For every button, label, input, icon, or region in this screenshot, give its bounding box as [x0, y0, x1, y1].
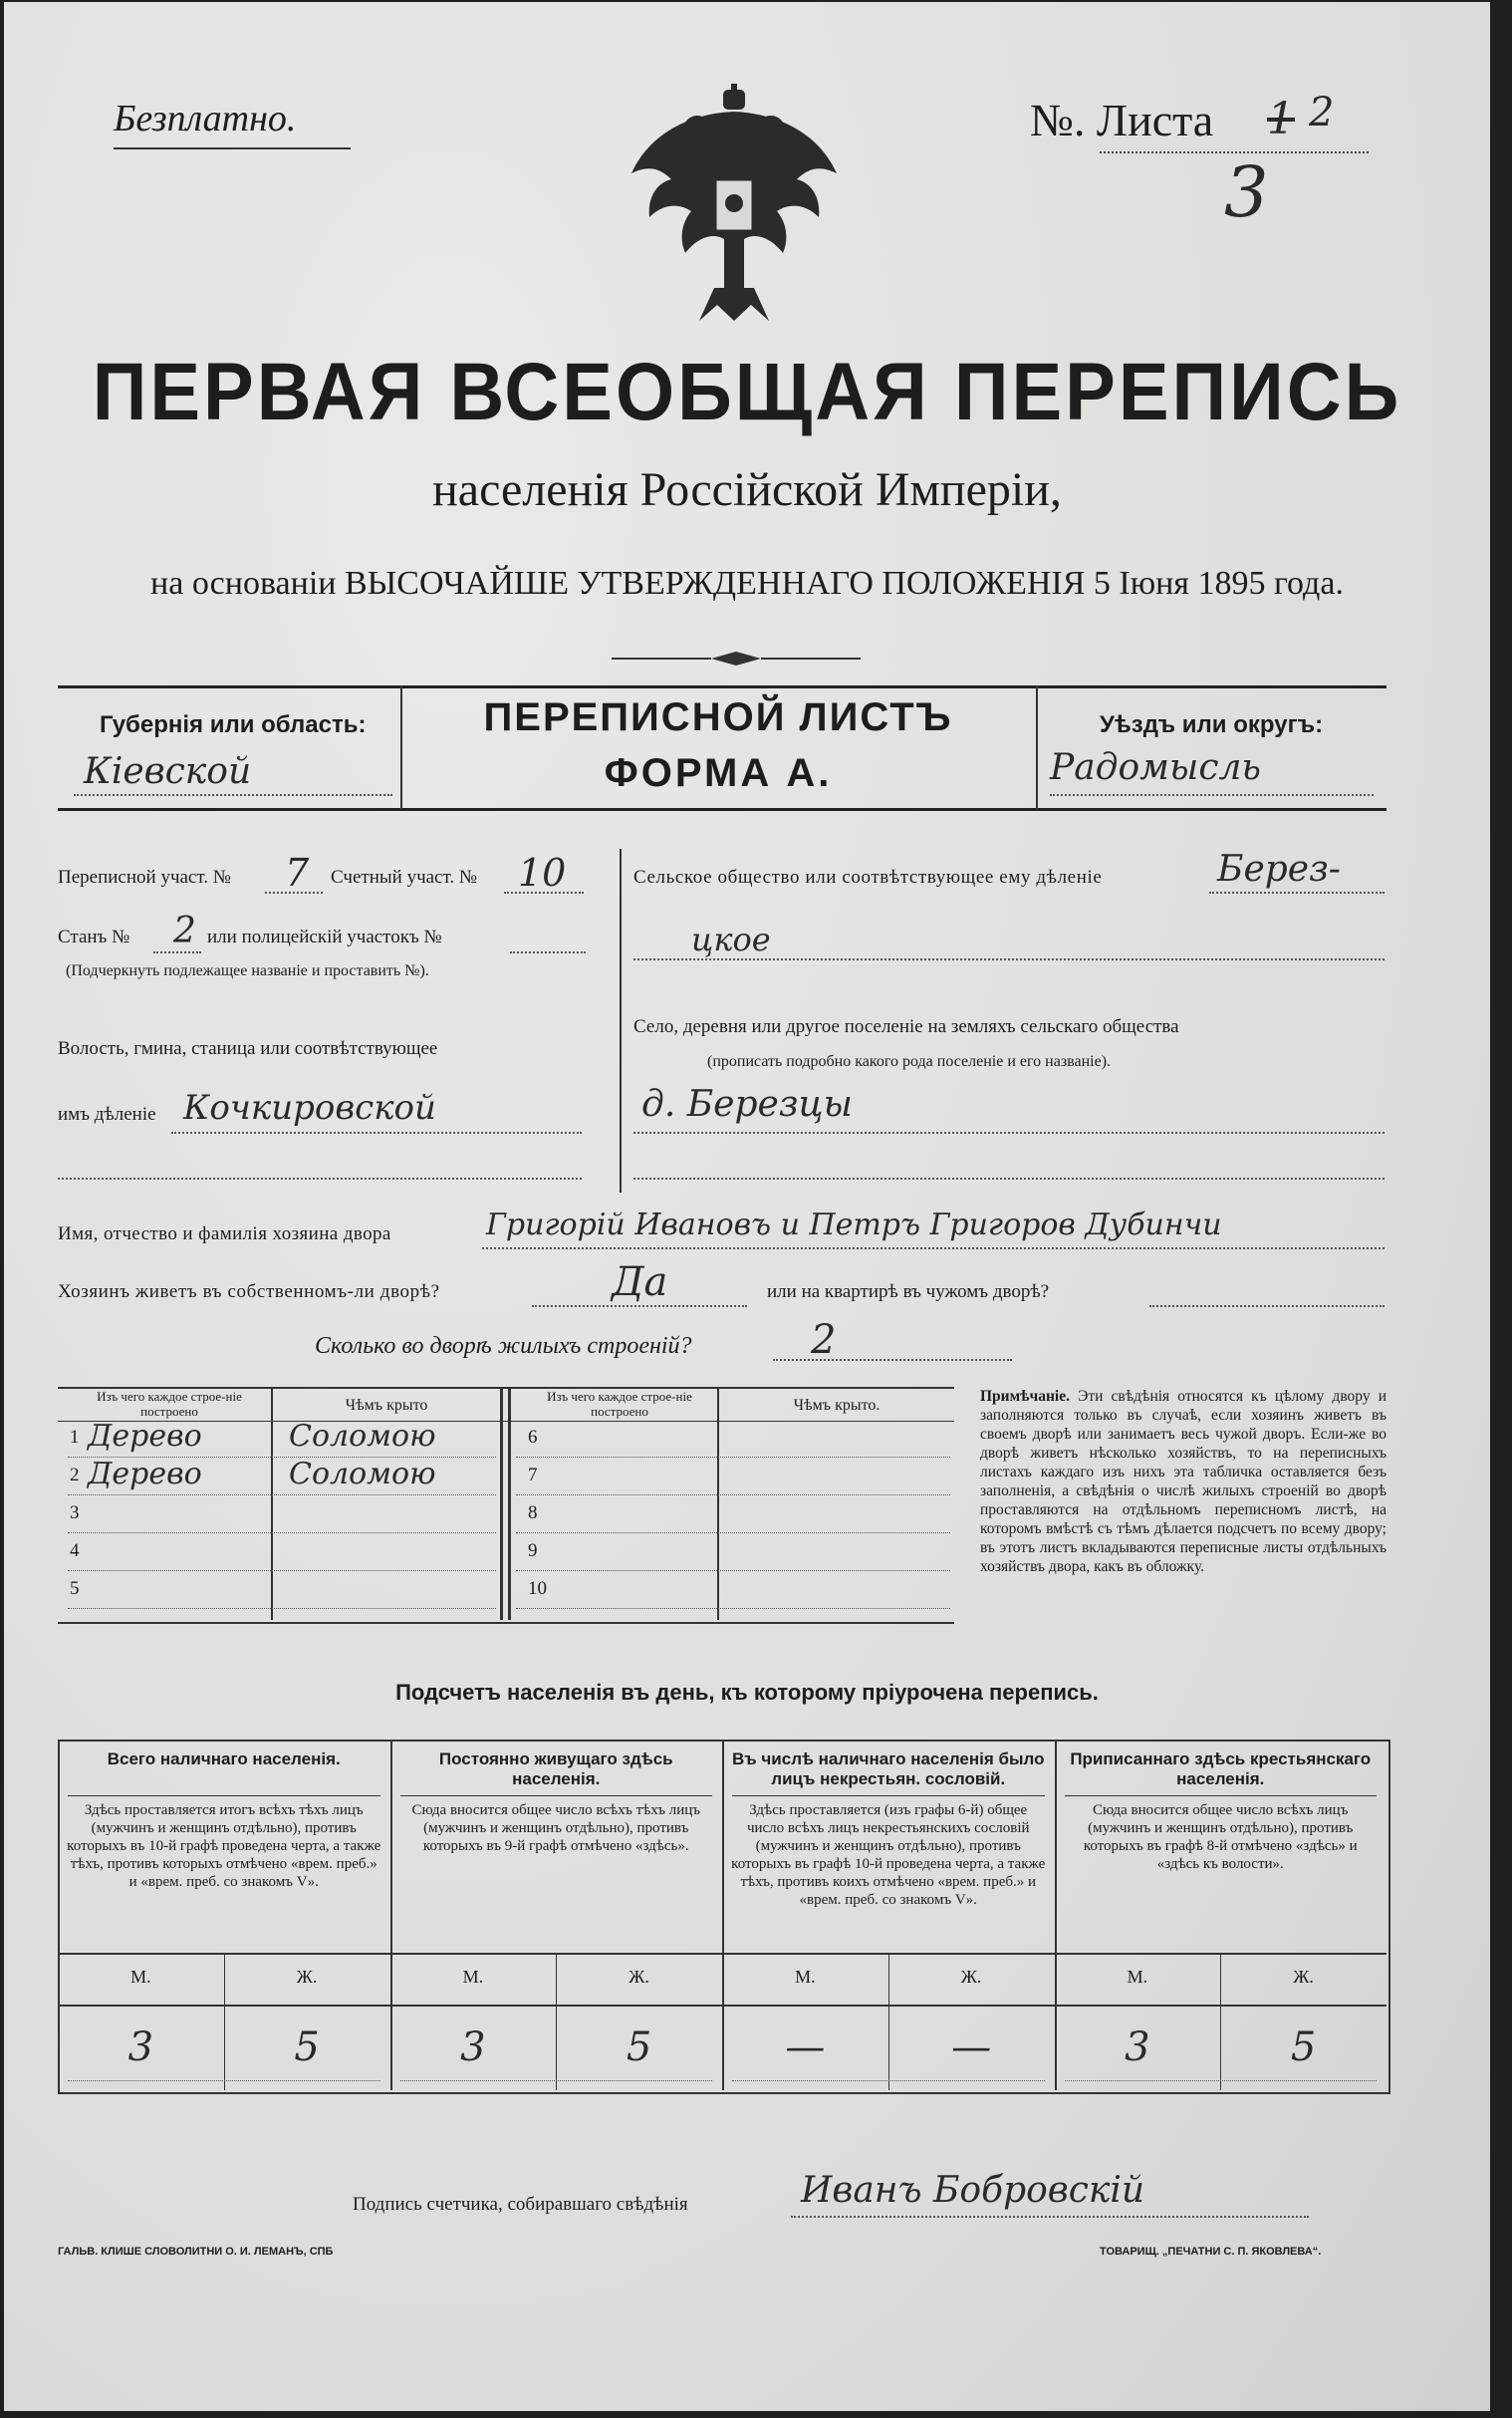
selskoe-label: Сельское общество или соотвѣтствующее ему дѣленіе: [633, 867, 1103, 888]
uezd-label: Уѣздъ или округъ:: [1100, 711, 1324, 738]
female-label: Ж.: [629, 1967, 649, 1987]
sheet-number-new: 3: [1224, 151, 1269, 233]
summary-col-head: Приписаннаго здѣсь крестьянскаго населенія.: [1070, 1749, 1372, 1788]
own-yard-value: Да: [612, 1259, 668, 1305]
uezd-value: Радомысль: [1050, 747, 1262, 788]
footer-right: ТОВАРИЩ. „ПЕЧАТНИ С. П. ЯКОВЛЕВА“.: [1100, 2246, 1322, 2258]
building-row-number: 2: [70, 1465, 80, 1485]
female-count: 5: [294, 2024, 320, 2070]
census-subtitle: населенія Россійской Имперіи,: [432, 463, 1062, 516]
building-row-number: 8: [528, 1502, 538, 1523]
form-label: ФОРМА А.: [604, 751, 833, 795]
summary-head-rule: [732, 1795, 1045, 1796]
building-row-number: 6: [528, 1427, 538, 1448]
summary-col-desc: Здѣсь проставляется итогъ всѣхъ тѣхъ лицъ (мужчинъ и женщинъ отдѣльно), противъ которыхъ въ 10-й графѣ проведена черта, а также тѣхъ, противъ которыхъ отмѣчено «врем. преб.» и «врем. преб. со знакомъ V».: [67, 1802, 381, 1890]
summary-value-rule: [68, 2080, 380, 2081]
sheet-number-label: №. Листа: [1030, 95, 1214, 145]
male-count: 3: [127, 2024, 154, 2070]
col-material-header-right: Изъ чего каждое строе-ніе построено: [547, 1389, 692, 1419]
summary-title: Подсчетъ населенія въ день, къ которому пріурочена перепись.: [395, 1680, 1099, 1705]
volost-label-line2: имъ дѣленіе: [58, 1104, 156, 1125]
police-label: или полицейскій участокъ №: [207, 927, 442, 947]
summary-col-head: Всего наличнаго населенія.: [107, 1749, 341, 1768]
summary-head-rule: [1065, 1795, 1378, 1796]
col-material-header-left: Изъ чего каждое строе-ніе построено: [97, 1389, 242, 1419]
male-count: 3: [460, 2024, 486, 2070]
selskoe-value-1: Берез-: [1217, 849, 1341, 890]
census-sheet: [4, 2, 1490, 2411]
building-material: Дерево: [88, 1419, 202, 1454]
census-basis: на основаніи ВЫСОЧАЙШЕ УТВЕРЖДЕННАГО ПОЛОЖЕНІЯ 5 Іюня 1895 года.: [150, 565, 1344, 602]
summary-col-desc: Здѣсь проставляется (изъ графы 6-й) общее число всѣхъ лицъ некрестьянскихъ сословій (мужчинъ и женщинъ отдѣльно), противъ которыхъ въ графѣ 10-й проведена черта, а также тѣхъ, противъ коихъ отмѣчено «врем. преб.» и «врем. преб. со знакомъ V».: [731, 1802, 1046, 1908]
female-count: 5: [1290, 2024, 1317, 2070]
building-row-number: 1: [70, 1427, 80, 1448]
row-rule: [68, 1532, 496, 1533]
male-label: М.: [462, 1967, 484, 1987]
free-label: Безплатно.: [114, 98, 297, 139]
building-row-number: 9: [528, 1540, 538, 1561]
row-rule: [516, 1570, 950, 1571]
owner-name-value: Григорій Ивановъ и Петръ Григоров Дубинчи: [486, 1208, 1222, 1242]
double-headed-eagle-emblem: [620, 84, 849, 323]
male-label: М.: [130, 1967, 151, 1987]
summary-value-rule: [1065, 2080, 1378, 2081]
own-yard-label: Хозяинъ живетъ въ собственномъ-ли дворѣ?: [58, 1281, 440, 1302]
male-label: М.: [795, 1967, 816, 1987]
building-row-number: 10: [528, 1578, 547, 1599]
signature-value: Иванъ Бобровскій: [801, 2170, 1145, 2211]
sheet-number-hand: 2: [1309, 90, 1335, 135]
summary-col-desc: Сюда вносится общее число всѣхъ лицъ (мужчинъ и женщинъ отдѣльно), противъ которыхъ въ графѣ 8-й отмѣчено «здѣсь» и «здѣсь къ волости».: [1083, 1802, 1358, 1872]
census-title: ПЕРВАЯ ВСЕОБЩАЯ ПЕРЕПИСЬ: [92, 346, 1402, 438]
summary-col-head: Въ числѣ наличнаго населенія было лицъ некрестьян. сословій.: [732, 1749, 1045, 1788]
row-rule: [68, 1608, 496, 1609]
decorative-divider: [612, 652, 861, 666]
building-row-number: 7: [528, 1465, 538, 1485]
footer-left: ГАЛЬВ. КЛИШЕ СЛОВОЛИТНИ О. И. ЛЕМАНЪ, СПБ: [58, 2246, 334, 2258]
police-note: (Подчеркнуть подлежащее названіе и проставить №).: [66, 962, 429, 979]
primechanie-text: Эти свѣдѣнія относятся къ цѣлому двору и заполняются только въ случаѣ, если хозяинъ живетъ въ своемъ дворѣ или занимаетъ весь чужой дворъ. Если-же во дворѣ живетъ нѣсколько хозяйствъ, то на переписныхъ листахъ каждаго изъ нихъ эта табличка оставляется безъ заполненія, а свѣдѣнія о числѣ жилыхъ строеній во дворѣ проставляются на отдѣльномъ переписномъ листѣ, на которомъ вмѣстѣ съ тѣмъ дѣлается подсчетъ по всему двору; въ этотъ листъ вкладываются переписные листы отдѣльныхъ хозяйствъ двора, какъ въ обложку.: [980, 1388, 1387, 1575]
row-rule: [516, 1494, 950, 1495]
sheet-title: ПЕРЕПИСНОЙ ЛИСТЪ: [483, 695, 953, 739]
summary-head-rule: [400, 1795, 713, 1796]
male-count: —: [785, 2024, 826, 2070]
female-count: 5: [626, 2024, 652, 2070]
selskoe-value-2: цкое: [691, 921, 771, 958]
row-rule: [68, 1494, 496, 1495]
building-material: Дерево: [88, 1457, 202, 1491]
primechanie-note: [980, 1387, 1386, 1576]
row-rule: [516, 1532, 950, 1533]
summary-value-rule: [400, 2080, 713, 2081]
summary-value-rule: [732, 2080, 1045, 2081]
stan-value: 2: [173, 911, 196, 951]
perepis-label: Переписной участ. №: [58, 867, 231, 888]
signature-label: Подпись счетчика, собиравшаго свѣдѣнія: [353, 2194, 688, 2215]
owner-name-label: Имя, отчество и фамилія хозяина двора: [58, 1223, 391, 1244]
building-roof: Соломою: [289, 1419, 436, 1454]
sheet-number-struck: 1: [1267, 94, 1295, 144]
female-label: Ж.: [1293, 1967, 1314, 1987]
col-roof-header-left: Чѣмъ крыто: [345, 1397, 428, 1414]
stan-label: Станъ №: [58, 927, 130, 947]
building-row-number: 5: [70, 1578, 80, 1599]
row-rule: [68, 1570, 496, 1571]
row-rule: [516, 1608, 950, 1609]
gubernia-value: Кіевской: [84, 751, 252, 792]
gubernia-label: Губернія или область:: [100, 711, 367, 738]
rent-label: или на квартирѣ въ чужомъ дворѣ?: [767, 1281, 1050, 1302]
female-count: —: [951, 2024, 992, 2070]
selo-note: (прописать подробно какого рода поселеніе и его названіе).: [707, 1053, 1112, 1070]
buildings-count-label: Сколько во дворѣ жилыхъ строеній?: [315, 1333, 692, 1359]
selo-label: Село, деревня или другое поселеніе на земляхъ сельскаго общества: [633, 1016, 1179, 1037]
col-roof-header-right: Чѣмъ крыто.: [793, 1397, 881, 1414]
summary-head-rule: [68, 1795, 380, 1796]
volost-label-line1: Волость, гмина, станица или соотвѣтствующее: [58, 1038, 438, 1059]
selo-value: д. Березцы: [641, 1084, 853, 1125]
row-rule: [516, 1457, 950, 1458]
building-roof: Соломою: [289, 1457, 436, 1491]
female-label: Ж.: [296, 1967, 318, 1987]
male-count: 3: [1125, 2024, 1150, 2070]
schet-label: Счетный участ. №: [331, 867, 477, 888]
primechanie-head: Примѣчаніе.: [980, 1388, 1070, 1405]
buildings-count-value: 2: [811, 1317, 837, 1363]
volost-value: Кочкировской: [183, 1088, 436, 1128]
female-label: Ж.: [960, 1967, 982, 1987]
schet-value: 10: [518, 851, 567, 895]
perepis-value: 7: [285, 851, 310, 895]
building-row-number: 4: [70, 1540, 80, 1561]
summary-col-desc: Сюда вносится общее число всѣхъ тѣхъ лицъ (мужчинъ и женщинъ отдѣльно), противъ которыхъ въ 9-й графѣ отмѣчено «здѣсь».: [411, 1802, 701, 1854]
male-label: М.: [1127, 1967, 1148, 1987]
summary-col-head: Постоянно живущаго здѣсь населенія.: [438, 1749, 673, 1788]
building-row-number: 3: [70, 1502, 80, 1523]
